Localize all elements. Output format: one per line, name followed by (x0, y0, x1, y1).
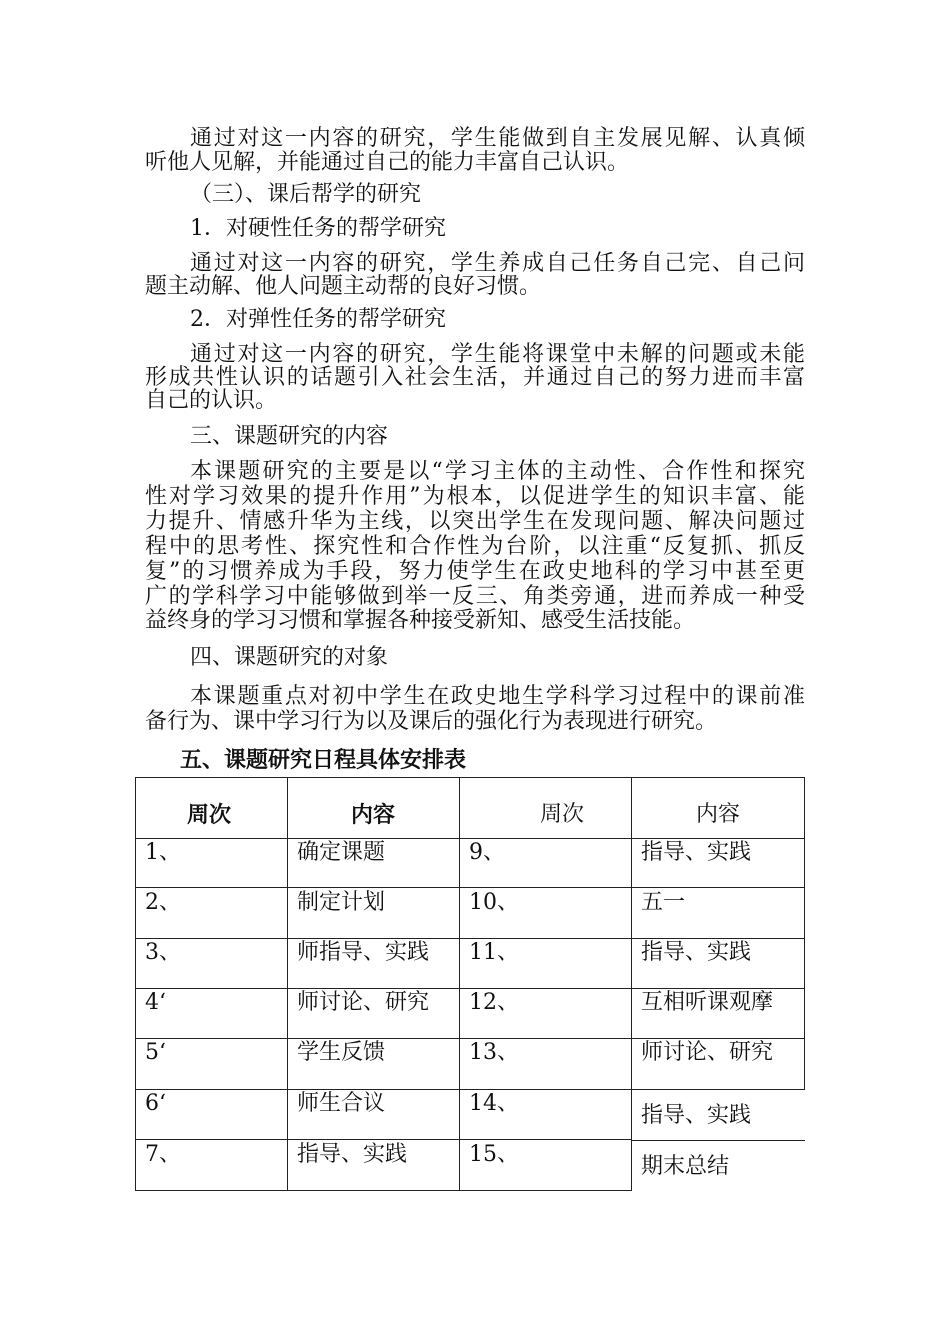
paragraph-3-line-3: 自己的认识。 (145, 388, 278, 413)
table-header-week-1: 周次 (187, 802, 232, 828)
table-row-5-week: 5‘ (145, 1040, 166, 1065)
table-row-4-content-2: 互相听课观摩 (641, 990, 774, 1015)
table-row-7-content: 指导、实践 (297, 1142, 408, 1167)
paragraph-5-line-1: 本课题重点对初中学生在政史地生学科学习过程中的课前准 (190, 684, 805, 709)
table-row-2-week: 2、 (145, 890, 181, 915)
table-row-5-content: 学生反馈 (297, 1040, 386, 1065)
table-header-content-2: 内容 (696, 802, 741, 827)
table-row-6-content: 师生合议 (297, 1091, 386, 1116)
heading-research-object: 四、课题研究的对象 (190, 645, 389, 670)
table-row-7-week: 7、 (145, 1142, 181, 1167)
table-row-1-content-2: 指导、实践 (641, 840, 752, 865)
table-row-5-week-2: 13、 (469, 1040, 519, 1065)
paragraph-1-line-1: 通过对这一内容的研究，学生能做到自主发展见解、认真倾 (190, 126, 805, 151)
heading-schedule-table: 五、课题研究日程具体安排表 (180, 747, 467, 773)
table-row-6-content-2: 指导、实践 (641, 1103, 752, 1128)
heading-after-class-help: （三）、课后帮学的研究 (190, 182, 422, 207)
paragraph-2-line-1: 通过对这一内容的研究，学生养成自己任务自己完、自己问 (190, 251, 805, 276)
paragraph-4-line-4: 程中的思考性、探究性和合作性为台阶，以注重“反复抓、抓反 (145, 534, 805, 559)
paragraph-3-line-1: 通过对这一内容的研究，学生能将课堂中未解的问题或未能 (190, 342, 805, 367)
table-row-2-content: 制定计划 (297, 890, 386, 915)
paragraph-4-line-2: 性对学习效果的提升作用”为根本，以促进学生的知识丰富、能 (145, 484, 805, 509)
table-row-1-content: 确定课题 (297, 840, 386, 865)
table-row-5-content-2: 师讨论、研究 (641, 1040, 774, 1065)
table-row-3-week: 3、 (145, 940, 181, 965)
table-row-2-week-2: 10、 (469, 890, 519, 915)
table-header-content-1: 内容 (351, 802, 396, 828)
table-row-7-content-2: 期末总结 (641, 1154, 730, 1179)
paragraph-4-line-1: 本课题研究的主要是以“学习主体的主动性、合作性和探究 (190, 459, 805, 484)
table-row-3-week-2: 11、 (469, 940, 519, 965)
paragraph-2-line-2: 题主动解、他人问题主动帮的良好习惯。 (145, 274, 542, 299)
table-row-7-week-2: 15、 (469, 1142, 519, 1167)
paragraph-3-line-2: 形成共性认识的话题引入社会生活，并通过自己的努力进而丰富 (145, 365, 805, 390)
paragraph-4-line-7: 益终身的学习习惯和掌握各种接受新知、感受生活技能。 (145, 608, 696, 633)
paragraph-4-line-3: 力提升、情感升华为主线，以突出学生在发现问题、解决问题过 (145, 509, 805, 534)
heading-flexible-task: 2．对弹性任务的帮学研究 (190, 307, 446, 332)
paragraph-1-line-2: 听他人见解，并能通过自己的能力丰富自己认识。 (145, 150, 630, 175)
table-row-3-content: 师指导、实践 (297, 940, 430, 965)
table-row-4-week-2: 12、 (469, 990, 519, 1015)
table-row-1-week: 1、 (145, 840, 181, 865)
table-row-3-content-2: 指导、实践 (641, 940, 752, 965)
table-row-1-week-2: 9、 (469, 840, 505, 865)
heading-research-content: 三、课题研究的内容 (190, 424, 389, 449)
table-row-4-content: 师讨论、研究 (297, 990, 430, 1015)
table-header-week-2: 周次 (540, 802, 585, 827)
paragraph-4-line-5: 复”的习惯养成为手段，努力使学生在政史地科的学习中甚至更 (145, 559, 805, 584)
table-row-4-week: 4‘ (145, 990, 166, 1015)
heading-hard-task: 1．对硬性任务的帮学研究 (190, 216, 446, 241)
paragraph-5-line-2: 备行为、课中学习行为以及课后的强化行为表现进行研究。 (145, 709, 718, 734)
table-row-6-week: 6‘ (145, 1091, 166, 1116)
table-row-6-week-2: 14、 (469, 1091, 519, 1116)
paragraph-4-line-6: 广的学科学习中能够做到举一反三、角类旁通，进而养成一种受 (145, 584, 805, 609)
table-row-2-content-2: 五一 (641, 890, 686, 915)
